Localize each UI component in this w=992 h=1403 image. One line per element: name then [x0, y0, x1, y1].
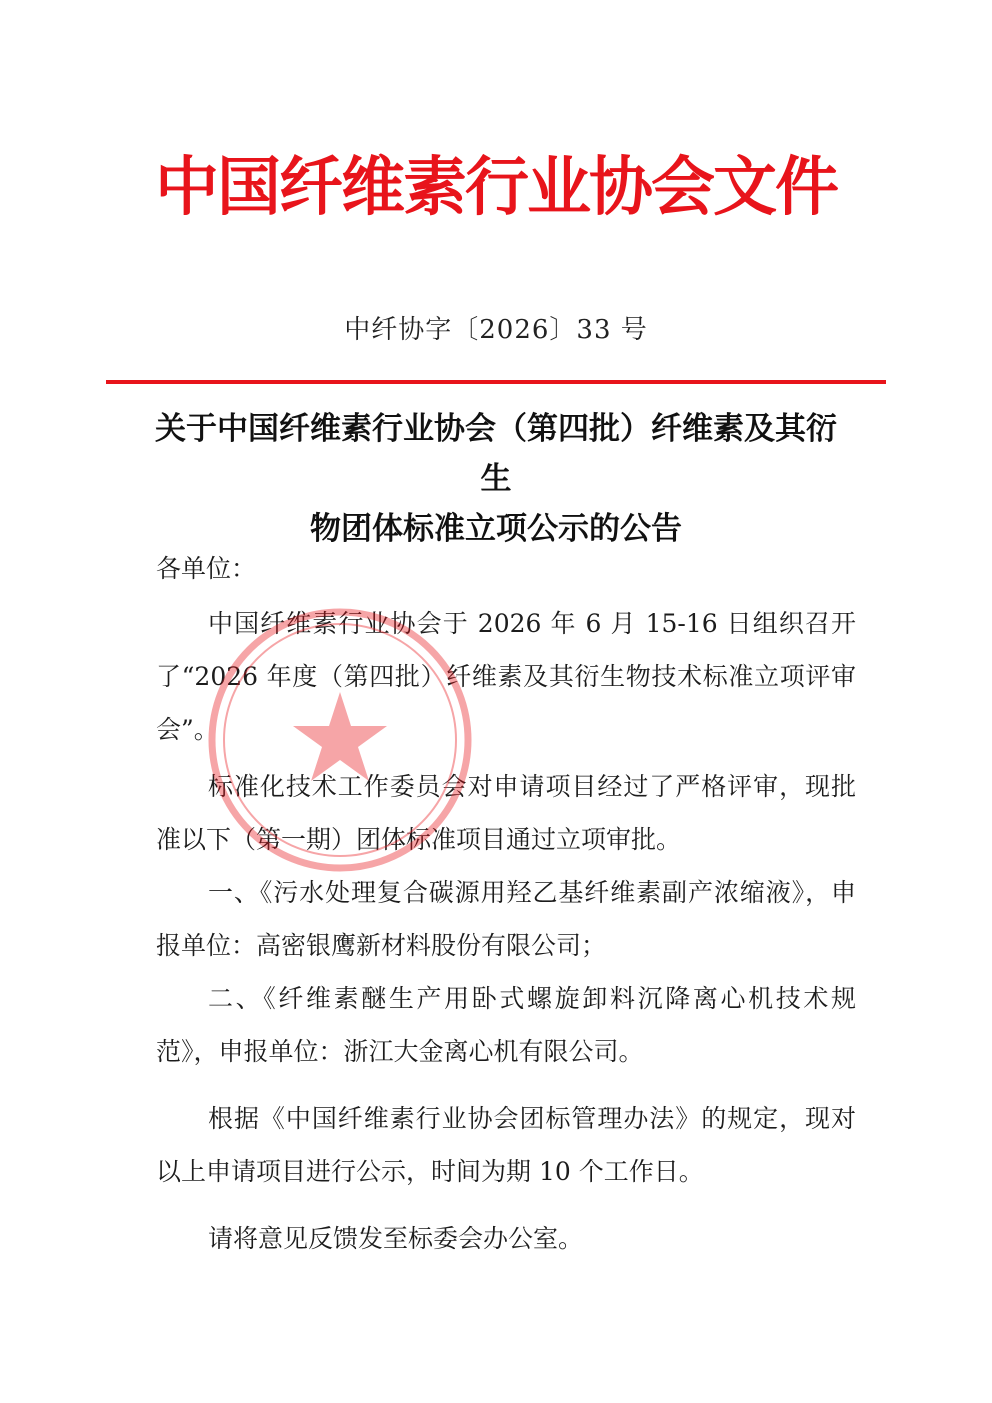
announcement-body: [156, 542, 856, 1265]
announcement-title: [140, 404, 852, 554]
paragraph-feedback: 请将意见反馈发至标委会办公室。: [208, 1224, 584, 1253]
document-number: 中纤协字〔2026〕33 号: [344, 315, 648, 345]
addressee: 各单位：: [156, 554, 257, 583]
announcement-title-line-2: 物团体标准立项公示的公告: [310, 511, 682, 547]
org-masthead-title: 中国纤维素行业协会文件: [155, 151, 837, 225]
paragraph-approval: 标准化技术工作委员会对申请项目经过了严格评审，现批准以下（第一期）团体标准项目通过立项审批。: [156, 772, 856, 854]
paragraph-meeting: 中国纤维素行业协会于 2026 年 6 月 15-16 日组织召开了“2026 年度（第四批）纤维素及其衍生物技术标准立项评审会”。: [156, 609, 856, 744]
paragraph-publicity: 根据《中国纤维素行业协会团标管理办法》的规定，现对以上申请项目进行公示，时间为期 10 个工作日。: [156, 1104, 856, 1186]
red-divider-line: [106, 380, 886, 384]
announcement-title-line-1: 关于中国纤维素行业协会（第四批）纤维素及其衍生: [155, 411, 837, 497]
project-item-2: 二、《纤维素醚生产用卧式螺旋卸料沉降离心机技术规范》，申报单位：浙江大金离心机有限公司。: [156, 984, 856, 1066]
project-item-1: 一、《污水处理复合碳源用羟乙基纤维素副产浓缩液》，申报单位：高密银鹰新材料股份有限公司；: [156, 878, 856, 960]
